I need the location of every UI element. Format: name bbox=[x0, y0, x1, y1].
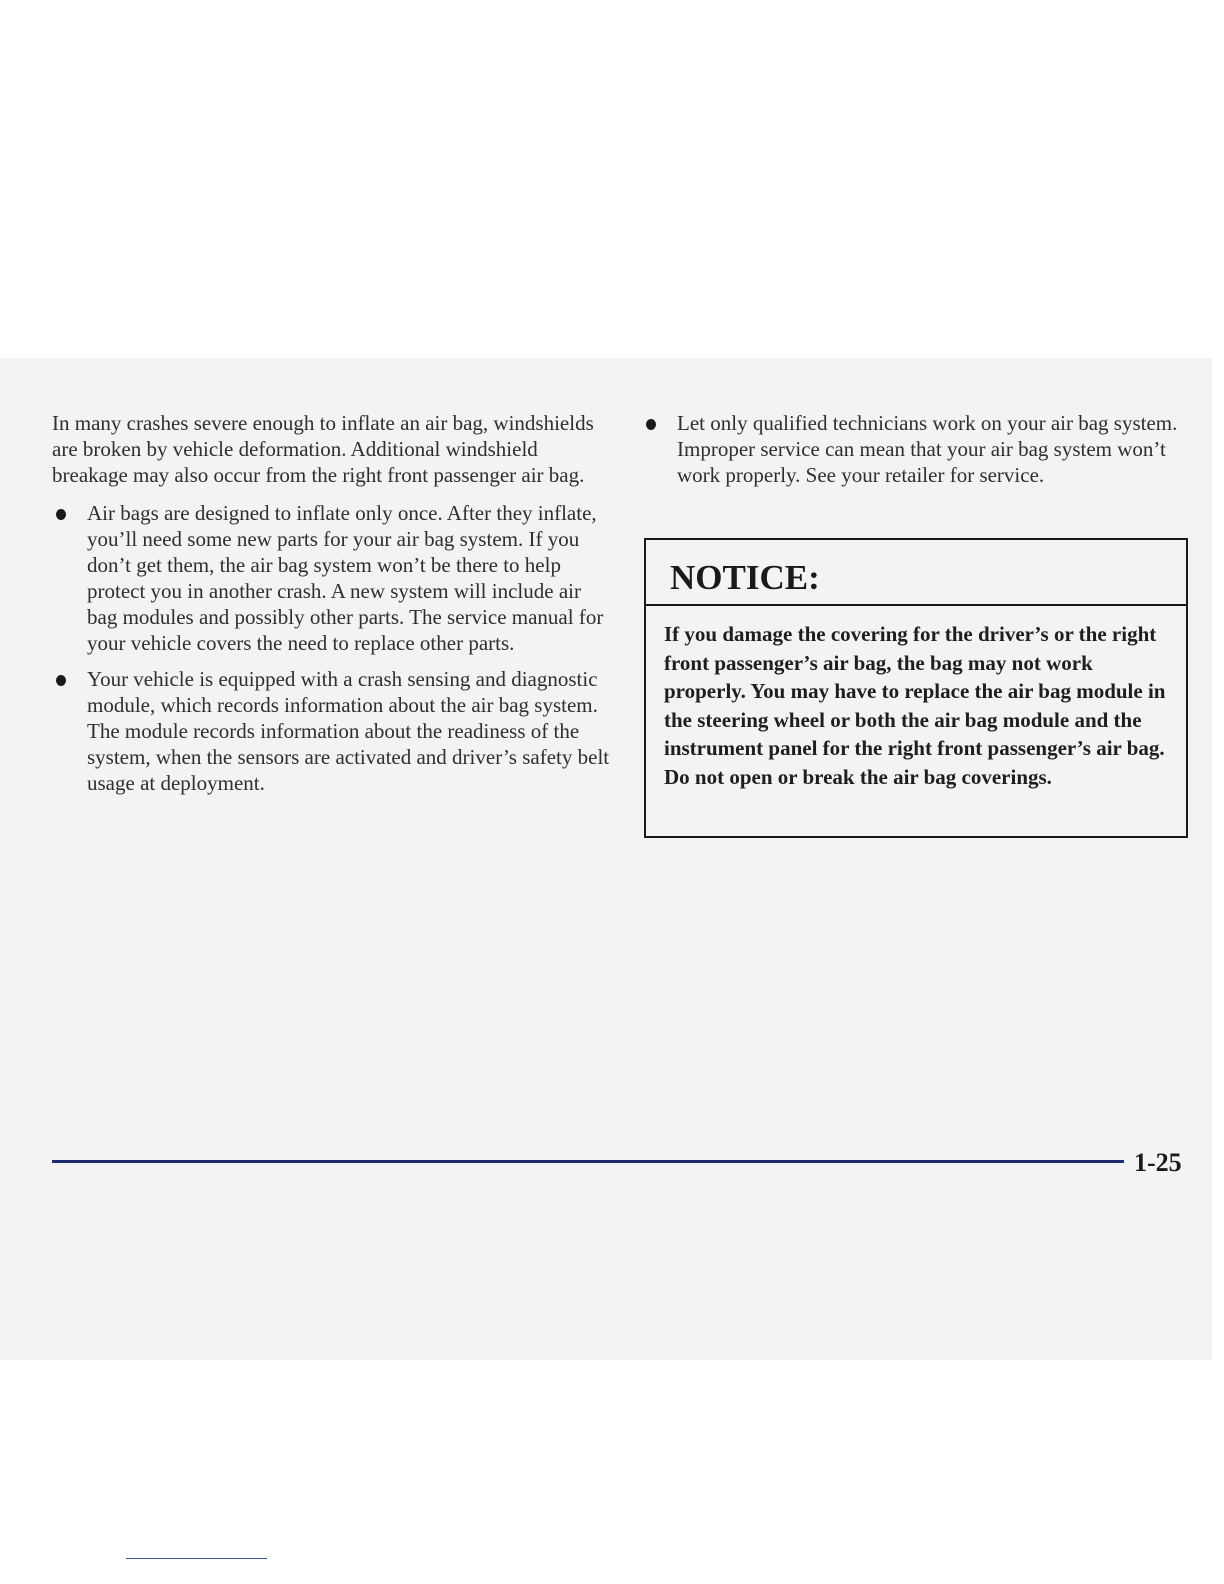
notice-text: If you damage the covering for the driver’s or the right front passenger’s air bag, the bag may not work properly. You may have to replace the air bag module in the steering wheel or both the air bag module and the instrument panel for the right front passenger’s air bag. Do not open or break the air bag coverings. bbox=[664, 622, 1166, 789]
list-item-text: Air bags are designed to inflate only once. After they inflate, you’ll need some new parts for your air bag system. If you don’t get them, the air bag system won’t be there to help protect you in another crash. A new system will include air bag modules and possibly other parts. The service manual for your vehicle covers the need to replace other parts. bbox=[87, 501, 604, 655]
list-item bbox=[52, 666, 612, 796]
list-item-text: Let only qualified technicians work on your air bag system. Improper service can mean that your air bag system won’t work properly. See your retailer for service. bbox=[677, 411, 1178, 487]
list-item bbox=[642, 410, 1194, 488]
page-number: 1-25 bbox=[1134, 1148, 1182, 1177]
bullet-icon bbox=[646, 419, 656, 430]
list-item-text: Your vehicle is equipped with a crash sensing and diagnostic module, which records information about the air bag system. The module records information about the readiness of the system, when the sensors are activated and driver’s safety belt usage at deployment. bbox=[87, 667, 610, 795]
notice-heading: NOTICE: bbox=[646, 540, 1186, 606]
left-column bbox=[52, 410, 612, 796]
right-column bbox=[642, 410, 1194, 488]
list-item bbox=[52, 500, 612, 656]
divider bbox=[126, 1558, 267, 1559]
footer-rule bbox=[52, 1160, 1124, 1163]
intro-paragraph: In many crashes severe enough to inflate an air bag, windshields are broken by vehicle deformation. Additional windshield breakage may also occur from the right front passenger air bag. bbox=[52, 411, 594, 487]
bullet-icon bbox=[56, 509, 66, 520]
bullet-icon bbox=[56, 675, 66, 686]
notice-box bbox=[644, 538, 1188, 838]
